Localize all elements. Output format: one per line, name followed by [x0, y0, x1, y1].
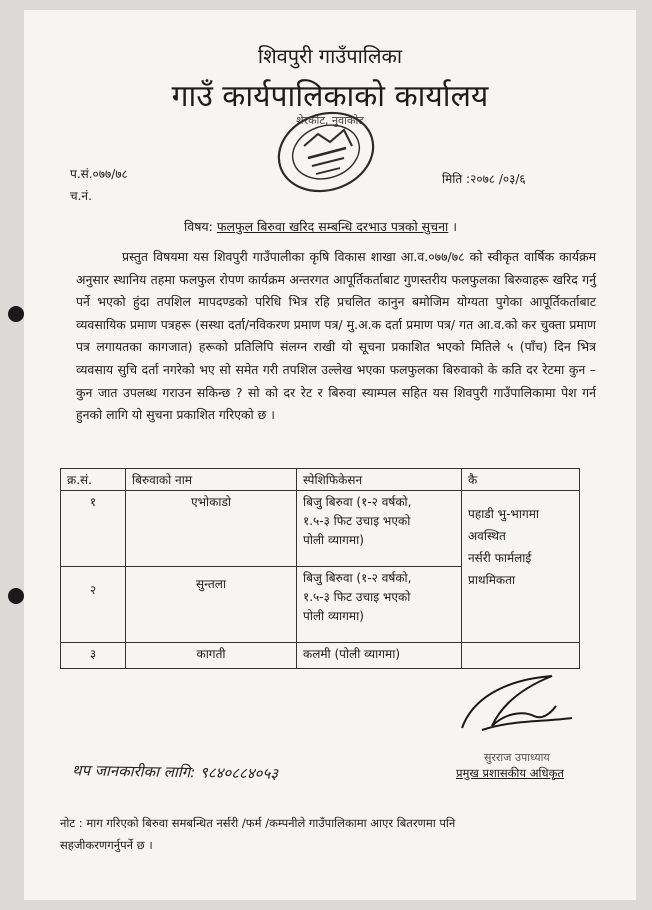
- remark-line: पहाडी भु-भागमा: [468, 507, 539, 521]
- body-line: समेत गरी तपशिल उल्लेख भएका फलफुलका बिरुवाको के कति दर रेटमा कुन – कुन जात उपलब्ध: [76, 361, 596, 400]
- row-plant-name: सुन्तला: [126, 567, 297, 643]
- spec-line: बिजु बिरुवा (१-२ वर्षको,: [303, 571, 412, 585]
- punch-hole-bottom: [8, 588, 24, 604]
- table-row: [61, 491, 580, 567]
- subject-end: ।: [452, 219, 457, 234]
- spec-line: १.५-३ फिट उचाइ भएको: [303, 514, 411, 528]
- header-plant-name: बिरुवाको नाम: [126, 469, 297, 491]
- spec-line: १.५-३ फिट उचाइ भएको: [303, 590, 411, 604]
- row-specification: [297, 491, 462, 567]
- office-seal-stamp: [256, 106, 396, 198]
- signatory-name: सुरराज उपाध्याय: [484, 751, 550, 764]
- header-specification: स्पेशिफिकेसन: [297, 469, 462, 491]
- note-line: सहजीकरणगर्नुपर्ने छ ।: [60, 838, 153, 852]
- dispatch-number: च.नं.: [70, 189, 92, 203]
- signature-block: [442, 670, 592, 780]
- spec-line: कलमी (पोली व्यागमा): [303, 647, 401, 661]
- row-remarks: [462, 491, 580, 643]
- body-line: वार्षिक कार्यक्रम अनुसार स्थानिय तहमा फलफुल रोपण कार्यक्रम अन्तरगत आपूर्तिकर्ताबाट गुणस्तरीय: [76, 249, 597, 287]
- table-row: [61, 643, 580, 669]
- note-line: नोट : माग गरिएको बिरुवा समबन्धित नर्सरी /फर्म /कम्पनीले गाउँपालिकामा आएर बितरणमा पनि: [60, 816, 456, 830]
- body-line: फलफुलका बिरुवाहरू खरिद गर्नु पर्ने भएको हुंदा तपशिल मापदण्डको परिधि भित्र रहि प्रचलित कानुन: [76, 271, 596, 310]
- footer-note: [60, 812, 600, 856]
- spec-line: पोली व्यागमा): [303, 609, 364, 623]
- body-line: संलग्न राखी यो सूचना प्रकाशित भएको मितिले ५ (पाँच) दिन भित्र व्यवसाय सुचि दर्ता नगरेको भए सो: [76, 339, 596, 377]
- row-specification: [297, 567, 462, 643]
- body-line: प्रस्तुत विषयमा यस शिवपुरी गाउँपालीका कृषि विकास शाखा आ.व.०७७/७८ को स्वीकृत: [122, 249, 519, 264]
- row-serial: २: [61, 567, 126, 643]
- spec-line: बिजु बिरुवा (१-२ वर्षको,: [303, 495, 412, 509]
- header-serial: क्र.सं.: [61, 469, 126, 491]
- signatory-title: प्रमुख प्रशासकीय अधिकृत: [456, 766, 564, 780]
- row-serial: १: [61, 491, 126, 567]
- body-line: मु.अ.क दर्ता प्रमाण पत्र/ गत आ.व.को कर चुक्ता प्रमाण पत्र लगायतका कागजात) हरूको प्रतिलिपि: [76, 316, 596, 355]
- row-serial: ३: [61, 643, 126, 669]
- remark-line: प्राथमिकता: [468, 573, 516, 587]
- letter-page: [24, 10, 636, 900]
- notice-body: [76, 246, 596, 427]
- handwritten-contact: थप जानकारीका लागि: ९८४०८८४०५३: [71, 761, 279, 783]
- row-specification: [297, 643, 462, 669]
- remark-line: नर्सरी फार्मलाई: [468, 551, 532, 565]
- subject-label: विषय:: [184, 219, 213, 234]
- org-name: शिवपुरी गाउँपालिका: [257, 44, 403, 68]
- letter-number: प.सं.०७७/७८: [70, 167, 128, 181]
- subject-text: फलफुल बिरुवा खरिद सम्बन्धि दरभाउ पत्रको सुचना: [216, 219, 449, 234]
- body-line: लागि यो सुचना प्रकाशित गरिएको छ ।: [106, 407, 275, 423]
- signature-scribble: [442, 670, 592, 740]
- row-remarks-empty: [462, 643, 580, 669]
- spec-line: पोली व्यागमा): [303, 533, 364, 547]
- specification-table: [60, 468, 580, 669]
- remark-line: अवस्थित: [468, 529, 506, 543]
- office-name: गाउँ कार्यपालिकाको कार्यालय: [171, 79, 489, 114]
- row-plant-name: कागती: [126, 643, 297, 669]
- letter-date: मिति :२०७८ /०३/६: [442, 172, 526, 186]
- subject-line: [184, 218, 457, 235]
- body-line: बमोजिम योग्यता पुगेका आपूर्तिकर्ताबाट व्यवसायिक प्रमाण पत्रहरू (सस्था दर्ता/नविकरण प्रमाण पत्र/: [76, 294, 596, 332]
- body-line: गराउन सकिन्छ ? सो को दर रेट र बिरुवा स्याम्पल सहित यस शिवपुरी गाउँपालिकामा पेश गर्न हुनको: [76, 384, 597, 423]
- row-plant-name: एभोकाडो: [126, 491, 297, 567]
- header-remarks: कै: [462, 469, 580, 491]
- punch-hole-top: [8, 306, 24, 322]
- table-header-row: [61, 469, 580, 491]
- office-address: शेरकोट, नुवाकोट: [296, 114, 364, 127]
